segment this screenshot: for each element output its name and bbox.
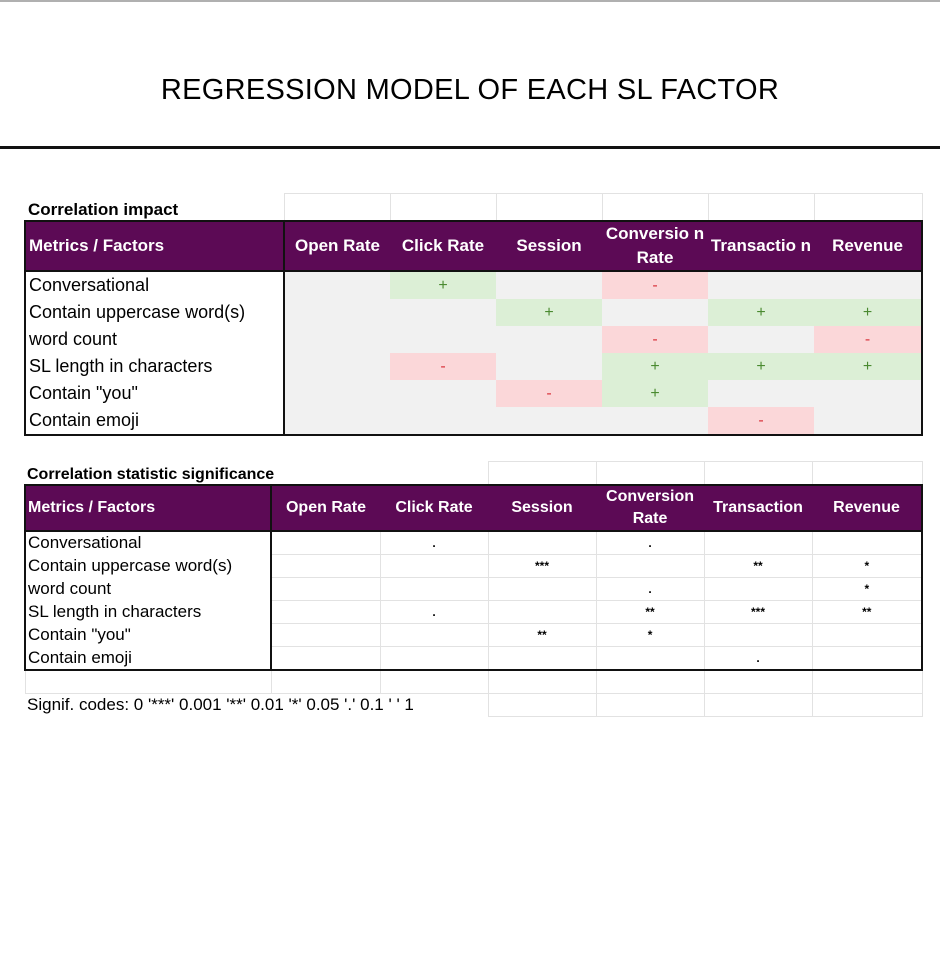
sig-cell (704, 624, 812, 647)
table-row (25, 326, 922, 353)
impact-cell (284, 299, 390, 326)
row-label: Contain "you" (25, 624, 271, 647)
row-label: Contain uppercase word(s) (25, 555, 271, 578)
impact-cell (814, 380, 922, 407)
impact-caption: Correlation impact (28, 200, 179, 219)
sig-header-open-rate: Open Rate (271, 485, 380, 531)
sig-cell (380, 578, 488, 601)
correlation-impact-table (24, 193, 923, 436)
impact-cell: + (390, 271, 496, 299)
sig-header-revenue: Revenue (812, 485, 922, 531)
impact-cell: + (708, 299, 814, 326)
sig-cell (488, 531, 596, 555)
impact-cell: - (496, 380, 602, 407)
sig-header-click-rate: Click Rate (380, 485, 488, 531)
impact-cell: + (814, 353, 922, 380)
row-label: Contain emoji (25, 407, 284, 435)
impact-header-row (25, 221, 922, 271)
page-title: REGRESSION MODEL OF EACH SL FACTOR (160, 74, 780, 106)
sig-cell: . (380, 601, 488, 624)
sig-cell (812, 624, 922, 647)
impact-header-conversion-rate: Conversio n Rate (602, 221, 708, 271)
impact-cell (496, 353, 602, 380)
sig-cell (271, 624, 380, 647)
sig-cell: ** (812, 601, 922, 624)
sig-cell: * (812, 578, 922, 601)
table-row (25, 578, 922, 601)
significance-codes-legend: Signif. codes: 0 '***' 0.001 '**' 0.01 '*' 0.05 '.' 0.1 ' ' 1 (27, 695, 414, 715)
row-label: Contain emoji (25, 647, 271, 671)
impact-cell: + (496, 299, 602, 326)
sig-cell (704, 578, 812, 601)
sig-cell (596, 647, 704, 671)
impact-cell: - (602, 326, 708, 353)
sig-cell (271, 601, 380, 624)
row-label: SL length in characters (25, 353, 284, 380)
sig-header-metrics: Metrics / Factors (25, 485, 271, 531)
sig-cell (488, 601, 596, 624)
sig-cell: *** (488, 555, 596, 578)
impact-cell (284, 353, 390, 380)
impact-cell: + (708, 353, 814, 380)
sig-cell (596, 555, 704, 578)
impact-cell (708, 326, 814, 353)
sig-cell: * (812, 555, 922, 578)
impact-header-click-rate: Click Rate (390, 221, 496, 271)
sig-cell: *** (704, 601, 812, 624)
table-row (25, 624, 922, 647)
table-row (25, 647, 922, 671)
impact-cell (390, 380, 496, 407)
sig-cell (271, 578, 380, 601)
significance-table (24, 461, 923, 717)
sig-cell (380, 555, 488, 578)
table-row (25, 407, 922, 435)
impact-cell (390, 299, 496, 326)
impact-cell: - (814, 326, 922, 353)
sig-cell (488, 647, 596, 671)
impact-cell (602, 299, 708, 326)
table-row (25, 299, 922, 326)
table-row (25, 601, 922, 624)
significance-header-row (25, 485, 922, 531)
table-row (25, 271, 922, 299)
title-divider (0, 146, 940, 149)
top-border (0, 0, 940, 2)
sig-cell: . (596, 531, 704, 555)
sig-cell (812, 647, 922, 671)
sig-cell (488, 578, 596, 601)
impact-header-transaction: Transactio n (708, 221, 814, 271)
sig-cell (812, 531, 922, 555)
impact-header-session: Session (496, 221, 602, 271)
sig-cell (380, 624, 488, 647)
row-label: Conversational (25, 531, 271, 555)
impact-cell: - (708, 407, 814, 435)
impact-cell (390, 326, 496, 353)
impact-cell (602, 407, 708, 435)
row-label: word count (25, 326, 284, 353)
row-label: word count (25, 578, 271, 601)
impact-cell (496, 326, 602, 353)
row-label: Conversational (25, 271, 284, 299)
row-label: Contain uppercase word(s) (25, 299, 284, 326)
table-row (25, 531, 922, 555)
impact-cell (390, 407, 496, 435)
impact-header-metrics: Metrics / Factors (25, 221, 284, 271)
impact-cell (284, 271, 390, 299)
sig-cell: . (596, 578, 704, 601)
impact-cell (708, 380, 814, 407)
impact-cell (708, 271, 814, 299)
significance-caption: Correlation statistic significance (27, 466, 275, 483)
sig-cell: ** (704, 555, 812, 578)
impact-header-revenue: Revenue (814, 221, 922, 271)
sig-cell: . (380, 531, 488, 555)
sig-header-conversion-rate: Conversion Rate (596, 485, 704, 531)
impact-header-open-rate: Open Rate (284, 221, 390, 271)
impact-cell (284, 407, 390, 435)
sig-header-session: Session (488, 485, 596, 531)
impact-cell (284, 380, 390, 407)
impact-cell (814, 407, 922, 435)
sig-cell (271, 531, 380, 555)
sig-cell (704, 531, 812, 555)
table-row (25, 380, 922, 407)
impact-cell: - (602, 271, 708, 299)
table-row (25, 555, 922, 578)
impact-cell (284, 326, 390, 353)
impact-cell (496, 271, 602, 299)
table-row (25, 353, 922, 380)
sig-cell: ** (488, 624, 596, 647)
sig-header-transaction: Transaction (704, 485, 812, 531)
row-label: SL length in characters (25, 601, 271, 624)
sig-cell: * (596, 624, 704, 647)
sig-cell: ** (596, 601, 704, 624)
impact-cell: + (814, 299, 922, 326)
impact-cell: + (602, 353, 708, 380)
sig-cell (271, 647, 380, 671)
sig-cell: . (704, 647, 812, 671)
sig-cell (380, 647, 488, 671)
impact-cell (496, 407, 602, 435)
sig-cell (271, 555, 380, 578)
impact-cell: + (602, 380, 708, 407)
impact-cell (814, 271, 922, 299)
impact-cell: - (390, 353, 496, 380)
row-label: Contain "you" (25, 380, 284, 407)
